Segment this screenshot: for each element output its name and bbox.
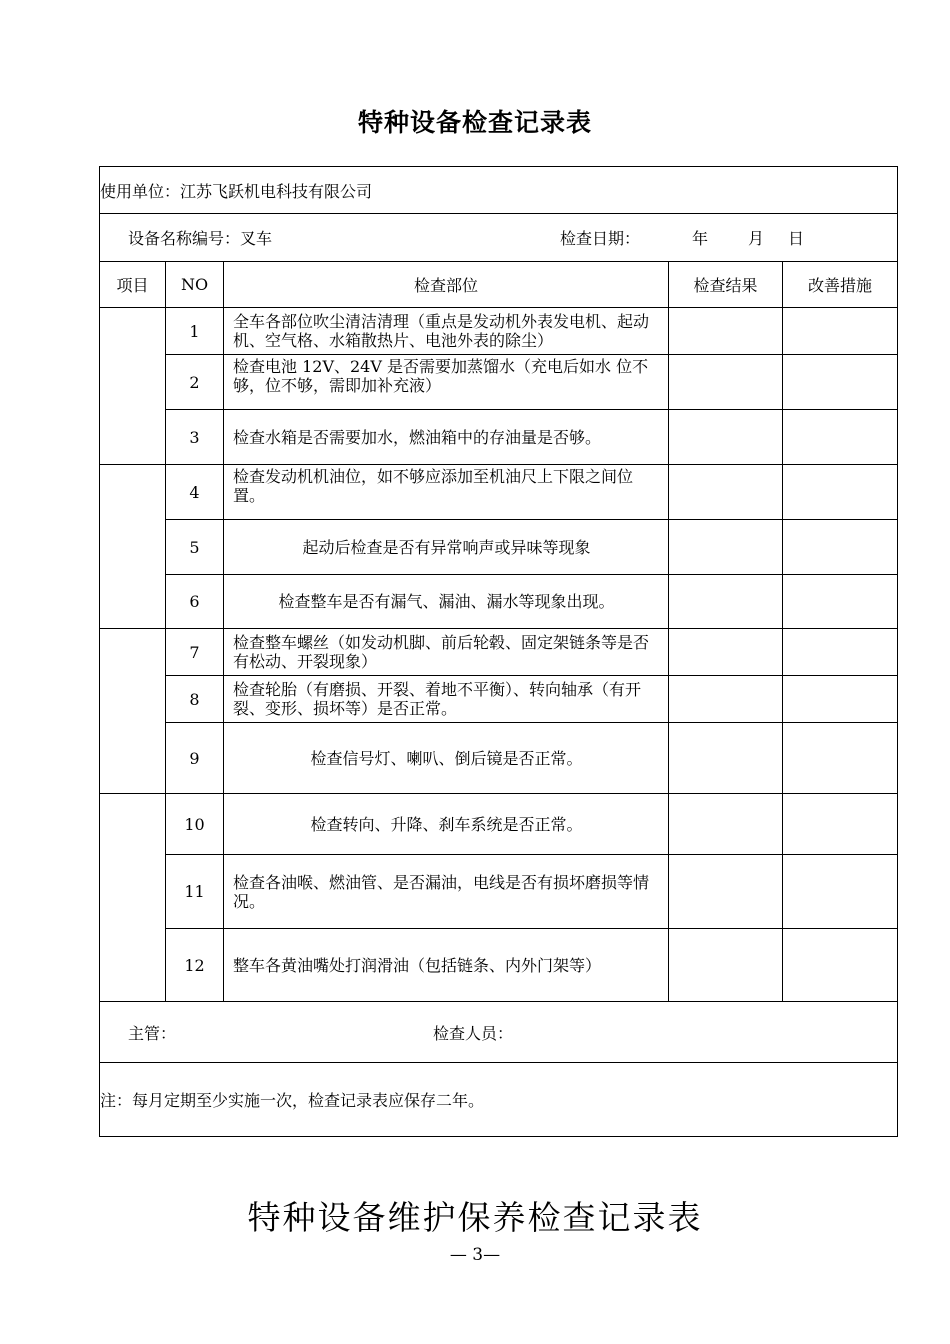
page-title: 特种设备检查记录表: [357, 108, 592, 137]
row-desc: 检查轮胎（有磨损、开裂、着地不平衡）、转向轴承（有开裂、变形、损坏等）是否正常。: [224, 676, 669, 723]
date-day: 日: [788, 229, 805, 248]
table-row: [100, 794, 898, 855]
row-no: 9: [166, 723, 224, 794]
item-cell: [100, 465, 166, 629]
page-number: — 3—: [449, 1245, 501, 1265]
improve-cell[interactable]: [783, 520, 898, 575]
result-cell[interactable]: [669, 794, 783, 855]
table-row: [100, 355, 898, 410]
table-row: [100, 855, 898, 929]
row-no: 3: [166, 410, 224, 465]
row-desc: 检查整车是否有漏气、漏油、漏水等现象出现。: [224, 575, 669, 629]
improve-cell[interactable]: [783, 355, 898, 410]
equipment-line: [100, 214, 898, 262]
header-part: 检查部位: [224, 262, 669, 308]
improve-cell[interactable]: [783, 676, 898, 723]
date-month: 月: [748, 229, 765, 248]
row-no: 10: [166, 794, 224, 855]
improve-cell[interactable]: [783, 723, 898, 794]
row-no: 1: [166, 308, 224, 355]
table-row: [100, 410, 898, 465]
improve-cell[interactable]: [783, 308, 898, 355]
table-row: [100, 629, 898, 676]
inspection-table: [99, 166, 898, 1137]
row-no: 12: [166, 929, 224, 1002]
header-item: 项目: [100, 262, 166, 308]
row-desc: 检查发动机机油位，如不够应添加至机油尺上下限之间位置。: [224, 465, 669, 520]
row-desc: 检查整车螺丝（如发动机脚、前后轮毂、固定架链条等是否有松动、开裂现象）: [224, 629, 669, 676]
result-cell[interactable]: [669, 575, 783, 629]
result-cell[interactable]: [669, 410, 783, 465]
row-no: 2: [166, 355, 224, 410]
row-no: 8: [166, 676, 224, 723]
header-result: 检查结果: [669, 262, 783, 308]
unit-line: 使用单位：江苏飞跃机电科技有限公司: [100, 167, 898, 214]
improve-cell[interactable]: [783, 575, 898, 629]
result-cell[interactable]: [669, 929, 783, 1002]
row-no: 11: [166, 855, 224, 929]
note: 注：每月定期至少实施一次，检查记录表应保存二年。: [100, 1063, 898, 1137]
result-cell[interactable]: [669, 676, 783, 723]
row-desc: 整车各黄油嘴处打润滑油（包括链条、内外门架等）: [224, 929, 669, 1002]
item-cell: [100, 629, 166, 794]
improve-cell[interactable]: [783, 855, 898, 929]
item-cell: [100, 308, 166, 465]
inspector-label: 检查人员：: [433, 1023, 514, 1043]
improve-cell[interactable]: [783, 629, 898, 676]
table-row: [100, 308, 898, 355]
row-desc: 全车各部位吹尘清洁清理（重点是发动机外表发电机、起动机、空气格、水箱散热片、电池外表的除尘）: [224, 308, 669, 355]
result-cell[interactable]: [669, 355, 783, 410]
header-improve: 改善措施: [783, 262, 898, 308]
row-desc: 检查转向、升降、刹车系统是否正常。: [224, 794, 669, 855]
item-cell: [100, 794, 166, 1002]
improve-cell[interactable]: [783, 465, 898, 520]
table-row: [100, 676, 898, 723]
date-label: 检查日期：: [560, 229, 641, 248]
row-no: 7: [166, 629, 224, 676]
result-cell[interactable]: [669, 520, 783, 575]
result-cell[interactable]: [669, 465, 783, 520]
result-cell[interactable]: [669, 723, 783, 794]
row-desc: 起动后检查是否有异常响声或异味等现象: [224, 520, 669, 575]
result-cell[interactable]: [669, 629, 783, 676]
table-row: [100, 723, 898, 794]
row-no: 6: [166, 575, 224, 629]
improve-cell[interactable]: [783, 929, 898, 1002]
row-desc: 检查电池 12V、24V 是否需要加蒸馏水（充电后如水 位不够，位不够，需即加补充液）: [224, 355, 669, 410]
row-no: 5: [166, 520, 224, 575]
second-title: 特种设备维护保养检查记录表: [247, 1198, 703, 1237]
supervisor-label: 主管：: [128, 1023, 177, 1043]
row-no: 4: [166, 465, 224, 520]
row-desc: 检查各油喉、燃油管、是否漏油，电线是否有损坏磨损等情况。: [224, 855, 669, 929]
table-row: [100, 520, 898, 575]
table-row: [100, 575, 898, 629]
improve-cell[interactable]: [783, 410, 898, 465]
row-desc: 检查信号灯、喇叭、倒后镜是否正常。: [224, 723, 669, 794]
table-row: [100, 465, 898, 520]
signature-row: [100, 1002, 898, 1063]
improve-cell[interactable]: [783, 794, 898, 855]
table-row: [100, 929, 898, 1002]
result-cell[interactable]: [669, 855, 783, 929]
header-no: NO: [166, 262, 224, 308]
equipment-name: 设备名称编号：叉车: [128, 229, 273, 248]
date-year: 年: [692, 229, 709, 248]
row-desc: 检查水箱是否需要加水，燃油箱中的存油量是否够。: [224, 410, 669, 465]
result-cell[interactable]: [669, 308, 783, 355]
